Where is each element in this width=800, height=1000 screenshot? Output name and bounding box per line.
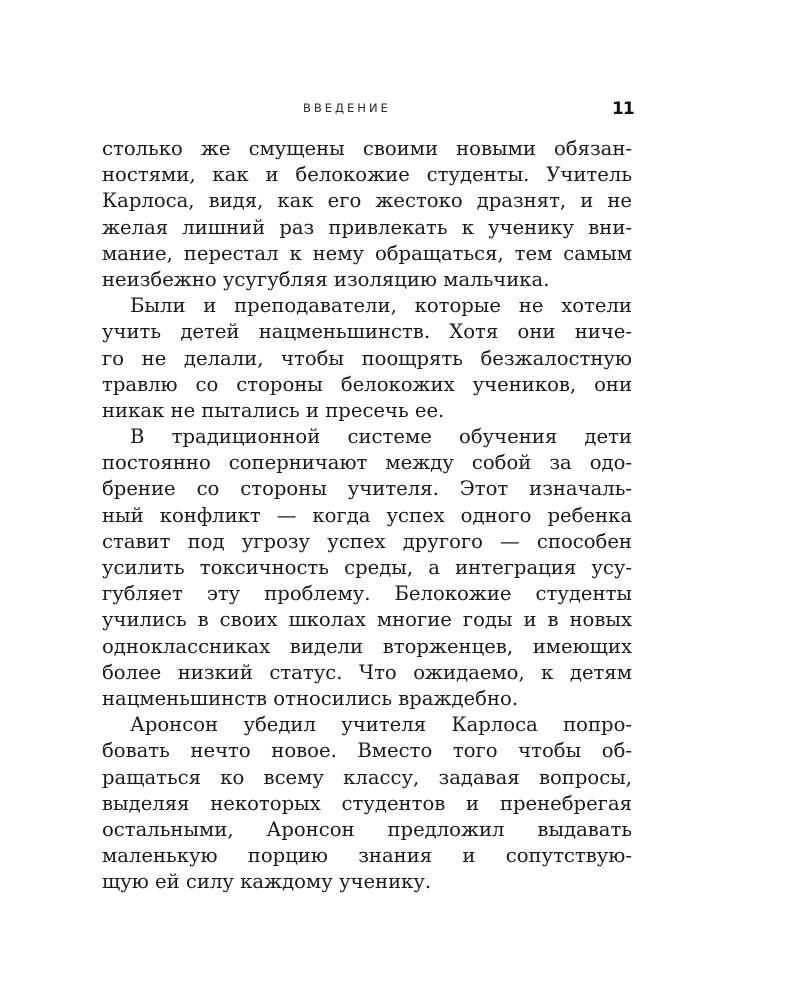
text-line: остальными, Аронсон предложил выдавать bbox=[102, 817, 632, 841]
text-line: Карлоса, видя, как его жестоко дразнят, и не bbox=[102, 189, 632, 213]
running-head: ВВЕДЕНИЕ bbox=[303, 101, 391, 115]
paragraph-4 bbox=[102, 712, 632, 895]
text-line: учились в своих школах многие годы и в новых bbox=[102, 608, 632, 632]
text-line: ставит под угрозу успех другого — способен bbox=[102, 529, 632, 553]
text-line: столько же смущены своими новыми обязан- bbox=[102, 137, 632, 160]
text-line: нацменьшинств относились враждебно. bbox=[102, 686, 519, 710]
text-line: ностями, как и белокожие студенты. Учитель bbox=[102, 163, 632, 187]
paragraph-3 bbox=[102, 424, 632, 712]
text-line: никак не пытались и пресечь ее. bbox=[102, 398, 445, 422]
paragraph-2 bbox=[102, 293, 632, 424]
text-line: более низкий статус. Что ожидаемо, к детям bbox=[102, 660, 632, 684]
text-line: ный конфликт — когда успех одного ребенка bbox=[102, 503, 632, 527]
text-line: неизбежно усугубляя изоляцию мальчика. bbox=[102, 267, 550, 291]
page-number: 11 bbox=[612, 99, 634, 119]
text-line: Аронсон убедил учителя Карлоса попро- bbox=[130, 713, 632, 737]
text-line: учить детей нацменьшинств. Хотя они ниче- bbox=[102, 320, 632, 344]
text-line: желая лишний раз привлекать к ученику вни- bbox=[102, 215, 632, 239]
text-line: го не делали, чтобы поощрять безжалостную bbox=[102, 346, 632, 370]
text-line: брение со стороны учителя. Этот изначаль- bbox=[102, 477, 632, 501]
paragraph-1 bbox=[102, 136, 632, 293]
text-line: мание, перестал к нему обращаться, тем самым bbox=[102, 241, 632, 265]
text-line: щую ей силу каждому ученику. bbox=[102, 870, 432, 894]
text-line: выделяя некоторых студентов и пренебрегая bbox=[102, 791, 632, 815]
text-line: одноклассниках видели вторженцев, имеющих bbox=[102, 634, 632, 658]
text-line: В традиционной системе обучения дети bbox=[130, 425, 632, 449]
text-line: ращаться ко всему классу, задавая вопросы, bbox=[102, 765, 632, 789]
text-line: Были и преподаватели, которые не хотели bbox=[130, 294, 632, 318]
text-line: постоянно соперничают между собой за одо- bbox=[102, 451, 632, 475]
text-line: губляет эту проблему. Белокожие студенты bbox=[102, 582, 632, 606]
body-text bbox=[102, 136, 632, 895]
text-line: усилить токсичность среды, а интеграция усу- bbox=[102, 556, 632, 579]
text-line: маленькую порцию знания и сопутствую- bbox=[102, 844, 632, 868]
text-line: травлю со стороны белокожих учеников, они bbox=[102, 372, 632, 396]
text-line: бовать нечто новое. Вместо того чтобы об- bbox=[102, 739, 632, 763]
